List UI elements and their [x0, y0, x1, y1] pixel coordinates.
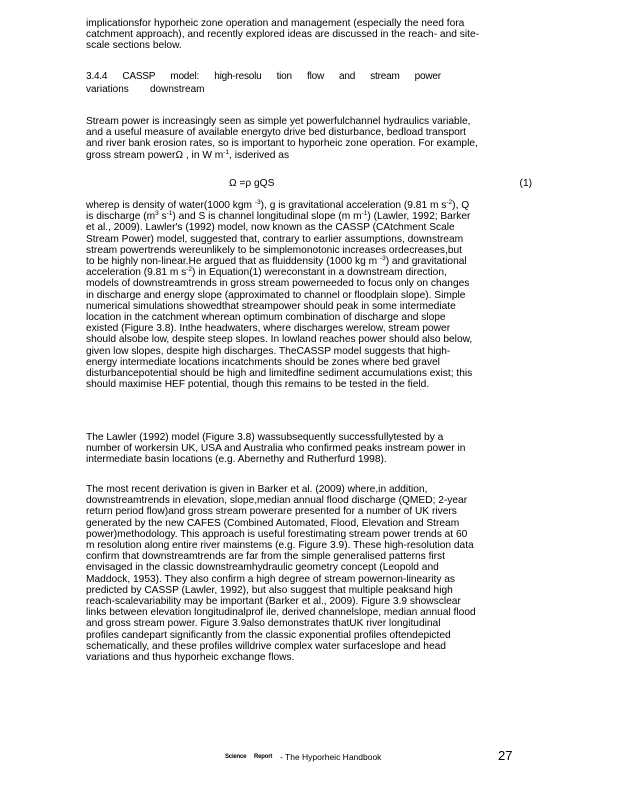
text-run: ), g is gravitational acceleration (9.81 m s [260, 200, 447, 211]
superscript: -3 [379, 255, 386, 263]
text-line [86, 200, 532, 211]
superscript: -1 [166, 210, 173, 218]
text-line: m resolution along entire river mainstems (e.g. Figure 3.9). These high-resolution data [86, 540, 474, 552]
heading-word: model: [170, 71, 200, 82]
text-line: intermediate basin locations (e.g. Abernethy and Rutherfurd 1998). [86, 454, 387, 466]
text-line: confirm that downstreamtrends are far from the simple generalised patterns first [86, 551, 445, 563]
intro-paragraph [86, 18, 532, 52]
text-line: return period flow)and gross stream powerare presented for a number of UK rivers [86, 506, 457, 518]
text-line: disturbancepotential should be high and limitedfine sediment accumulations exist; this [86, 368, 473, 380]
paragraph-stream-power [86, 116, 532, 161]
text-line: et al., 2009). Lawler's (1992) model, now known as the CASSP (CAtchment Scale [86, 222, 455, 234]
text-line: should maximise HEF potential, though this remains to be tested in the field. [86, 379, 430, 391]
text-line: scale sections below. [86, 40, 182, 52]
text-line: models of downstreamtrends in gross stream powerneeded to focus only on changes [86, 278, 470, 290]
text-line [86, 150, 532, 161]
heading-word: power [414, 71, 441, 82]
heading-word: stream [370, 71, 400, 82]
text-line: implicationsfor hyporheic zone operation and management (especially the need fora [86, 18, 465, 29]
heading-word: CASSP [122, 71, 156, 82]
text-run: ) (Lawler, 1992; Barker [367, 211, 471, 223]
text-line: links between elevation longitudinalprof ile, derived channelslope, median annual flood [86, 607, 476, 619]
text-line: location in the catchment wherean optimum combination of discharge and slope [86, 312, 446, 324]
equation-number: (1) [519, 178, 532, 189]
text-run: acceleration (9.81 m s [86, 267, 187, 279]
text-line: given low slopes, despite high discharges. TheCASSP model suggests that high- [86, 345, 451, 357]
superscript: -2 [186, 266, 193, 274]
superscript: -1 [361, 210, 368, 218]
heading-word: downstream [150, 83, 205, 95]
text-line: numerical simulations showedthat streampower should peak in some intermediate [86, 300, 456, 312]
text-run: ), Q [452, 200, 470, 211]
heading-word: 3.4.4 [86, 71, 108, 82]
text-line: The Lawler (1992) model (Figure 3.8) wassubsequently successfullytested by a [86, 432, 444, 443]
text-line: should alsobe low, despite steep slopes. In lowland reaches power should also below, [86, 334, 473, 346]
text-line [86, 211, 532, 222]
text-line: power)methodology. This approach is useful forestimating stream power trends at 60 [86, 528, 468, 540]
text-line: and gross stream power. Figure 3.9also demonstrates thatUK river longitudinal [86, 618, 441, 630]
superscript: -3 [254, 199, 261, 206]
text-line: and a useful measure of available energyto drive bed disturbance, bedload transport [86, 127, 467, 139]
footer-science: Science [225, 754, 247, 760]
page-number: 27 [498, 748, 513, 763]
text-line: and river bank erosion rates, so is important to hyporheic zone operation. For example, [86, 138, 478, 150]
text-run: is discharge (m [86, 211, 156, 223]
text-line: The most recent derivation is given in Barker et al. (2009) where,in addition, [86, 484, 428, 495]
text-line: energy intermediate locations incatchments should be zones where bed gravel [86, 356, 440, 368]
text-line: Stream power is increasingly seen as simple yet powerfulchannel hydraulics variable, [86, 116, 471, 127]
section-heading [86, 71, 532, 96]
text-line: in discharge and energy slope (approximated to channel or floodplain slope). Simple [86, 289, 466, 301]
text-line: profiles candepart significantly from the classic exponential profiles oftendepicted [86, 629, 451, 641]
text-line: generated by the new CAFES (Combined Automated, Flood, Elevation and Stream [86, 517, 460, 529]
text-line: stream powertrends wereunlikely to be simplemonotonic increases ordecreases,but [86, 244, 462, 256]
text-line: predicted by CASSP (Lawler, 1992), but also suggest that multiple peaksand high [86, 584, 453, 596]
text-line: number of workersin UK, USA and Australia who confirmed peaks instream power in [86, 443, 466, 455]
text-run: whereρ is density of water(1000 kgm [86, 200, 255, 211]
text-line: Stream Power) model, suggested that, contrary to earlier assumptions, downstream [86, 233, 464, 245]
paragraph-lawler-model [86, 432, 532, 466]
superscript: -2 [446, 199, 453, 206]
paragraph-cassp-model [86, 200, 532, 390]
superscript: 3 [155, 210, 159, 218]
heading-word: high-resolu [214, 71, 262, 82]
heading-line-1 [86, 71, 441, 84]
text-run: ) and S is channel longitudinal slope (m m [172, 211, 362, 223]
superscript: -1 [223, 148, 230, 156]
heading-word: and [339, 71, 356, 82]
heading-word: variations [86, 83, 129, 95]
text-run: gross stream powerΩ , in W m [86, 149, 224, 161]
equation-expression: Ω =ρ gQS [229, 178, 275, 189]
text-line: variations and thus hyporheic exchange flows. [86, 652, 295, 664]
text-line: catchment approach), and recently explored ideas are discussed in the reach- and site- [86, 29, 480, 41]
text-run: , isderived as [229, 149, 290, 161]
text-line [86, 256, 532, 267]
text-line: reach-scalevariability may be important (Barker et al., 2009). Figure 3.9 showsclear [86, 596, 461, 608]
page-footer [0, 750, 618, 766]
text-line: Maddock, 1953). They also confirm a high degree of stream powernon-linearity as [86, 573, 456, 585]
text-run: s [158, 211, 167, 223]
text-line: schematically, and these profiles willdrive complex water surfaceslope and head [86, 640, 446, 652]
heading-word: flow [306, 71, 324, 82]
text-line [86, 267, 532, 278]
heading-word: tion [276, 71, 292, 82]
heading-line-2 [86, 84, 286, 97]
text-line: envisaged in the classic downstreamhydraulic geometry concept (Leopold and [86, 562, 439, 574]
text-run: ) and gravitational [385, 256, 467, 268]
text-run: ) in Equation(1) wereconstant in a downstream direction, [192, 267, 447, 279]
text-line: downstreamtrends in elevation, slope,median annual flood discharge (QMED; 2-year [86, 495, 468, 507]
footer-report: Report [254, 754, 273, 760]
text-run: to be highly non-linear.He argued that as fluiddensity (1000 kg m [86, 256, 380, 268]
paragraph-recent-derivation [86, 484, 532, 663]
footer-title: - The Hyporheic Handbook [280, 752, 382, 762]
text-line: existed (Figure 3.8). Inthe headwaters, where discharges werelow, stream power [86, 323, 451, 335]
